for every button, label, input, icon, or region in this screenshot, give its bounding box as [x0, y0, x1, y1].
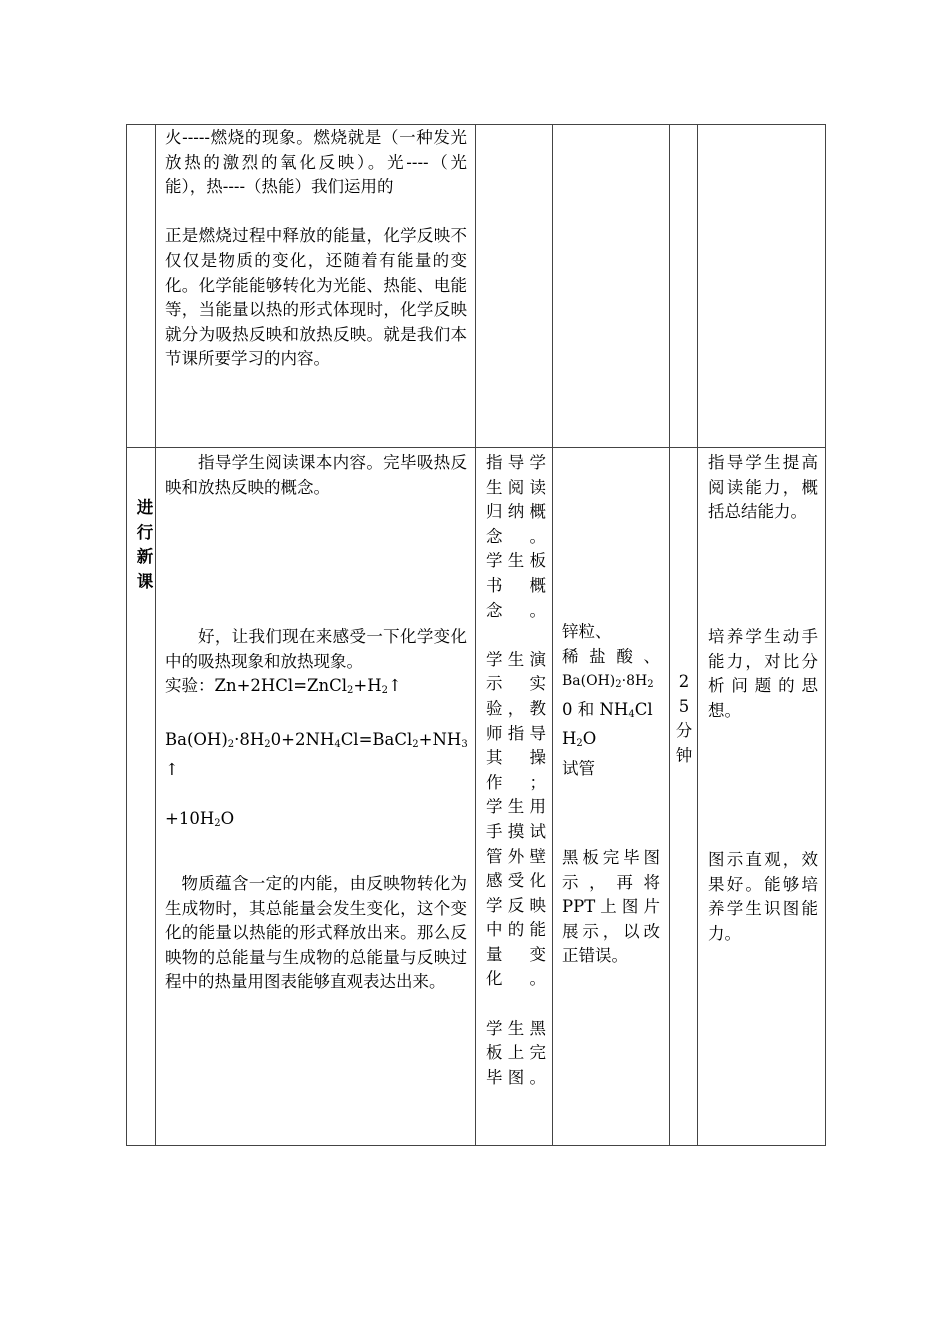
- time-cell: [673, 670, 695, 768]
- materials-note-cell: [562, 846, 660, 969]
- table-border-right: [825, 124, 826, 1146]
- table-border-left: [126, 124, 127, 1146]
- row2-content-cell-3: [165, 872, 467, 995]
- intent-cell-3: [708, 848, 818, 946]
- col-divider-1: [155, 124, 156, 1146]
- equation-3: $+10H_2O$: [165, 809, 235, 830]
- col-divider-5: [697, 124, 698, 1146]
- intent-paragraph-2: 培养学生动手能力，对比分析问题的思想。: [708, 627, 818, 720]
- intent-paragraph-1: 指导学生提高阅读能力，概括总结能力。: [708, 453, 818, 522]
- table-border-top: [126, 124, 826, 125]
- row1-content-cell: [165, 126, 467, 372]
- student-line-2: 学生板书 概念。: [486, 551, 546, 620]
- student-line-3: 学生演示 实验，教师指导其 操作；: [486, 649, 546, 792]
- equation-1: 实验：$Zn+2HCl=ZnCl_2+H_2↑$: [165, 676, 402, 697]
- intent-paragraph-3: 图示直观，效果好。能够培养学生识图能力。: [708, 850, 818, 943]
- table-border-bottom: [126, 1145, 826, 1146]
- student-line-1: 指导学生阅读归纳概念。: [486, 453, 546, 546]
- student-line-5: 学生黑板上完毕图。: [486, 1018, 546, 1087]
- material-line-5: $H_2O$: [562, 729, 597, 750]
- material-line-3: $Ba(OH)_2\cdot 8H_2$: [562, 673, 654, 691]
- material-line-2: 稀盐酸、: [562, 646, 660, 666]
- student-activity-cell: [486, 451, 546, 1090]
- col-divider-4: [669, 124, 670, 1146]
- row2-paragraph-1: 指导学生阅读课本内容。完毕吸热反映和放热反映的概念。: [165, 453, 467, 497]
- material-line-1: 锌粒、: [562, 622, 612, 641]
- row2-content-cell-2: [165, 625, 467, 837]
- materials-cell: [562, 620, 660, 782]
- row-divider: [126, 447, 826, 448]
- equation-2: $Ba(OH)_2\cdot 8H_20+2NH_4Cl=BaCl_2+NH_3$ ↑: [165, 730, 468, 779]
- intent-cell: [708, 451, 818, 525]
- col-divider-2: [475, 124, 476, 1146]
- materials-note: 黑板完毕图示，再将PPT上图片展示，以改正错误。: [562, 848, 660, 966]
- student-line-4: 学生用手摸试管外壁感受化学反映中的能量 变化。: [486, 797, 546, 989]
- intent-cell-2: [708, 625, 818, 723]
- stage-label: 进 行 新 课: [136, 498, 154, 591]
- row1-paragraph-1: 火-----燃烧的现象。燃烧就是（一种发光放热的激烈的氧化反映）。光----（光能），热----（热能）我们运用的: [165, 128, 467, 197]
- material-line-6: 试管: [562, 758, 595, 778]
- time-label: 25分钟: [675, 672, 693, 765]
- row1-paragraph-2: 正是燃烧过程中释放的能量，化学反映不仅仅是物质的变化，还随着有能量的变化。化学能能够转化为光能、热能、电能等，当能量以热的形式体现时，化学反映就分为吸热反映和放热反映。就是我们本节课所要学习的内容。: [165, 226, 467, 369]
- material-line-4: 0 和 $NH_4Cl$: [562, 699, 653, 720]
- row2-paragraph-3: 物质蕴含一定的内能，由反映物转化为生成物时，其总能量会发生变化，这个变化的能量以热能的形式释放出来。那么反映物的总能量与生成物的总能量与反映过程中的热量用图表能够直观表达出来。: [165, 874, 467, 992]
- row2-content-cell: [165, 451, 467, 500]
- col-divider-3: [552, 124, 553, 1146]
- row2-paragraph-2: 好，让我们现在来感受一下化学变化中的吸热现象和放热现象。: [165, 627, 467, 671]
